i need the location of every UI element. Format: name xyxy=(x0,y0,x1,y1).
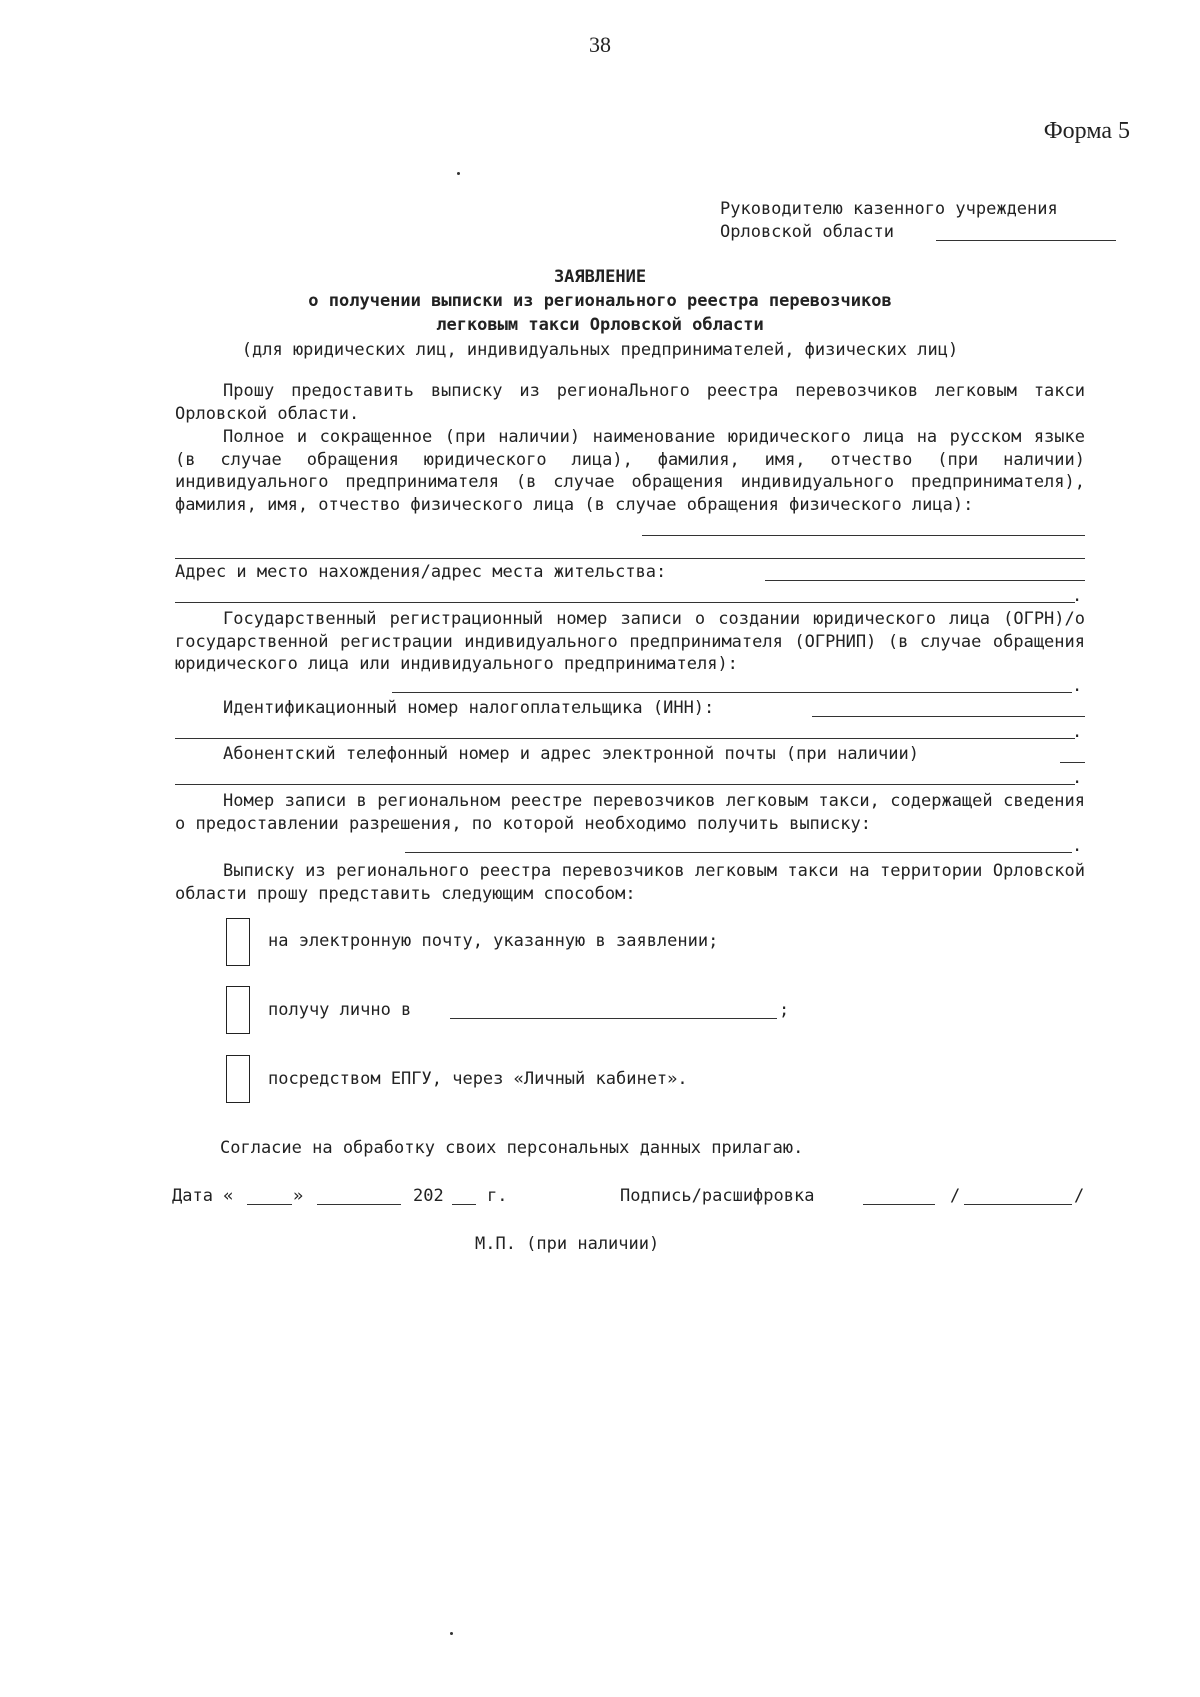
inn-field-line-2[interactable] xyxy=(175,738,1075,739)
year-suffix: г. xyxy=(487,1186,508,1206)
ogrn-field-paragraph: Государственный регистрационный номер записи о создании юридического лица (ОГРН)/о государственной регистрации индивидуального предпринимателя (ОГРНИП) (в случае обращения юридического лица или индивидуального предпринимателя): xyxy=(175,609,1085,674)
request-paragraph: Прошу предоставить выписку из регионаЛьного реестра перевозчиков легковым такси Орловской области. xyxy=(175,381,1085,424)
record-field-paragraph: Номер записи в региональном реестре перевозчиков легковым такси, содержащей сведения о предоставлении разрешения, по которой необходимо получить выписку: xyxy=(175,791,1085,834)
in-person-suffix: ; xyxy=(779,1000,790,1020)
epgu-delivery-label: посредством ЕПГУ, через «Личный кабинет». xyxy=(268,1069,688,1089)
addressee-line-1: Руководителю казенного учреждения xyxy=(720,199,1058,219)
signature-label: Подпись/расшифровка xyxy=(620,1186,815,1206)
in-person-delivery-label: получу лично в xyxy=(268,1000,412,1020)
addressee-name-field[interactable] xyxy=(936,240,1116,241)
name-field-line-1[interactable] xyxy=(642,535,1085,536)
signature-field[interactable] xyxy=(863,1204,935,1205)
title-applicants: (для юридических лиц, индивидуальных предпринимателей, физических лиц) xyxy=(241,340,959,360)
in-person-delivery-checkbox[interactable] xyxy=(226,986,250,1034)
date-year-field[interactable] xyxy=(452,1204,476,1205)
phone-period: . xyxy=(1072,768,1083,788)
stamp-note: М.П. (при наличии) xyxy=(475,1234,660,1254)
date-label: Дата « xyxy=(172,1186,234,1206)
signature-slash-close: / xyxy=(1074,1186,1085,1206)
addressee-block xyxy=(720,198,1130,244)
inn-field-line-1[interactable] xyxy=(812,716,1085,717)
title-line-2: о получении выписки из регионального реестра перевозчиков xyxy=(308,291,892,311)
address-field-line-1[interactable] xyxy=(765,580,1085,581)
title-line-3: легковым такси Орловской области xyxy=(436,315,764,335)
phone-field-line-1[interactable] xyxy=(1060,762,1085,763)
form-number: Форма 5 xyxy=(1043,118,1130,144)
email-delivery-checkbox[interactable] xyxy=(226,918,250,966)
address-field-line-2[interactable] xyxy=(175,602,1075,603)
date-day-field[interactable] xyxy=(247,1204,292,1205)
document-title xyxy=(0,265,1200,337)
email-delivery-label: на электронную почту, указанную в заявлении; xyxy=(268,931,719,951)
ogrn-period: . xyxy=(1072,676,1083,696)
delivery-intro: Выписку из регионального реестра перевозчиков легковым такси на территории Орловской области прошу представить следующим способом: xyxy=(175,861,1085,904)
phone-field-label: Абонентский телефонный номер и адрес электронной почты (при наличии) xyxy=(223,744,919,764)
scan-speck xyxy=(457,172,460,175)
address-period: . xyxy=(1072,586,1083,606)
signature-transcript-field[interactable] xyxy=(964,1204,1072,1205)
ogrn-field-line[interactable] xyxy=(392,692,1072,693)
record-field-line[interactable] xyxy=(405,852,1072,853)
epgu-delivery-checkbox[interactable] xyxy=(226,1055,250,1103)
signature-slash-open: / xyxy=(950,1186,961,1206)
record-period: . xyxy=(1072,836,1083,856)
date-close-quote: » xyxy=(293,1186,304,1206)
consent-statement: Согласие на обработку своих персональных данных прилагаю. xyxy=(220,1138,804,1158)
inn-field-label: Идентификационный номер налогоплательщика (ИНН): xyxy=(223,698,715,718)
addressee-line-2: Орловской области xyxy=(720,222,894,242)
date-month-field[interactable] xyxy=(317,1204,401,1205)
name-field-line-2[interactable] xyxy=(175,558,1085,559)
in-person-location-field[interactable] xyxy=(450,1018,777,1019)
address-field-label: Адрес и место нахождения/адрес места жительства: xyxy=(175,562,667,582)
page-number: 38 xyxy=(589,32,611,57)
year-prefix: 202 xyxy=(413,1186,444,1206)
title-heading: ЗАЯВЛЕНИЕ xyxy=(553,267,647,287)
phone-field-line-2[interactable] xyxy=(175,784,1075,785)
scan-speck-bottom xyxy=(450,1632,453,1635)
name-field-paragraph: Полное и сокращенное (при наличии) наименование юридического лица на русском языке (в случае обращения юридического лица), фамилия, имя, отчество (при наличии) индивидуального предпринимателя (в случае обращения индивидуального предпринимателя), фамилия, имя, отчество физического лица (в случае обращения физического лица): xyxy=(175,427,1085,515)
inn-period: . xyxy=(1072,722,1083,742)
